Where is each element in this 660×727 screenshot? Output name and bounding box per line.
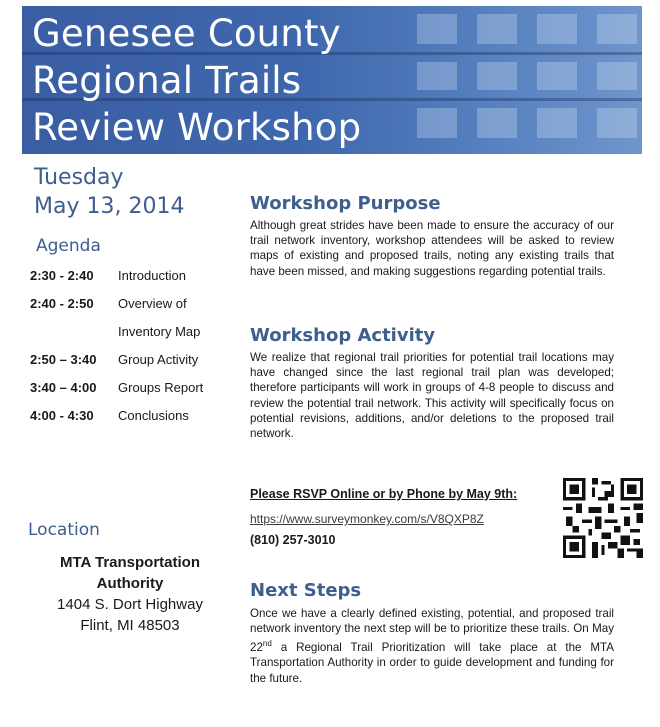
event-date-text: May 13, 2014	[34, 194, 185, 219]
agenda-time: 2:30 - 2:40	[30, 268, 94, 283]
rsvp-phone: (810) 257-3010	[250, 533, 336, 547]
title-line-3: Review Workshop	[32, 106, 362, 149]
page-title	[32, 10, 361, 151]
agenda-time: 4:00 - 4:30	[30, 408, 94, 423]
location-block	[20, 552, 240, 636]
agenda-label: Group Activity	[118, 352, 199, 367]
next-steps-text-1: Once we have a clearly defined existing, potential, and proposed trail network inventory the next step will be to prioritize these trails. On May 22	[250, 607, 614, 655]
agenda-heading: Agenda	[36, 236, 101, 256]
agenda-label: Overview of	[118, 296, 187, 311]
agenda-item	[30, 352, 230, 380]
agenda-item	[30, 324, 230, 352]
agenda-label: Inventory Map	[118, 324, 201, 339]
title-line-2: Regional Trails	[32, 59, 302, 102]
agenda-time: 2:50 – 3:40	[30, 352, 97, 367]
agenda-time: 2:40 - 2:50	[30, 296, 94, 311]
survey-link[interactable]: https://www.surveymonkey.com/s/V8QXP8Z	[250, 512, 484, 526]
event-date	[34, 163, 184, 221]
location-address-1: 1404 S. Dort Highway	[57, 596, 203, 613]
qr-code	[563, 478, 643, 558]
header-banner	[22, 6, 642, 154]
location-name-1: MTA Transportation	[60, 554, 200, 571]
next-steps-text-2: a Regional Trail Prioritization will take place at the MTA Transportation Authority in order to guide development and funding for the future.	[250, 641, 614, 685]
agenda-item	[30, 268, 230, 296]
rsvp-text: Please RSVP Online or by Phone by May 9th:	[250, 487, 518, 501]
agenda-item	[30, 408, 230, 436]
next-steps-heading: Next Steps	[250, 580, 362, 601]
agenda-item	[30, 296, 230, 324]
title-line-1: Genesee County	[32, 12, 341, 55]
agenda-item	[30, 380, 230, 408]
activity-text: We realize that regional trail priorities for potential trail locations may have changed since the last regional trail plan was developed; therefore participants will work in groups of 4-8 people to discuss and review the potential trail network. This activity will specifically focus on potential revisions, additions, and/or deletions to the proposed trail network.	[250, 351, 614, 441]
agenda-time: 3:40 – 4:00	[30, 380, 97, 395]
location-heading: Location	[28, 520, 100, 540]
purpose-heading: Workshop Purpose	[250, 193, 441, 214]
event-day: Tuesday	[34, 165, 124, 190]
activity-heading: Workshop Activity	[250, 325, 436, 346]
next-steps-sup: nd	[262, 639, 272, 649]
agenda-label: Conclusions	[118, 408, 189, 423]
location-address-2: Flint, MI 48503	[80, 617, 180, 634]
location-name-2: Authority	[96, 575, 164, 592]
agenda-list	[30, 268, 230, 436]
purpose-text: Although great strides have been made to ensure the accuracy of our trail network inventory, workshop attendees will be asked to review maps of existing and proposed trails, noting any existing trails that have been missed, and making suggestions regarding potential trails.	[250, 219, 614, 278]
agenda-label: Groups Report	[118, 380, 204, 395]
next-steps-text	[250, 606, 614, 686]
agenda-label: Introduction	[118, 268, 186, 283]
